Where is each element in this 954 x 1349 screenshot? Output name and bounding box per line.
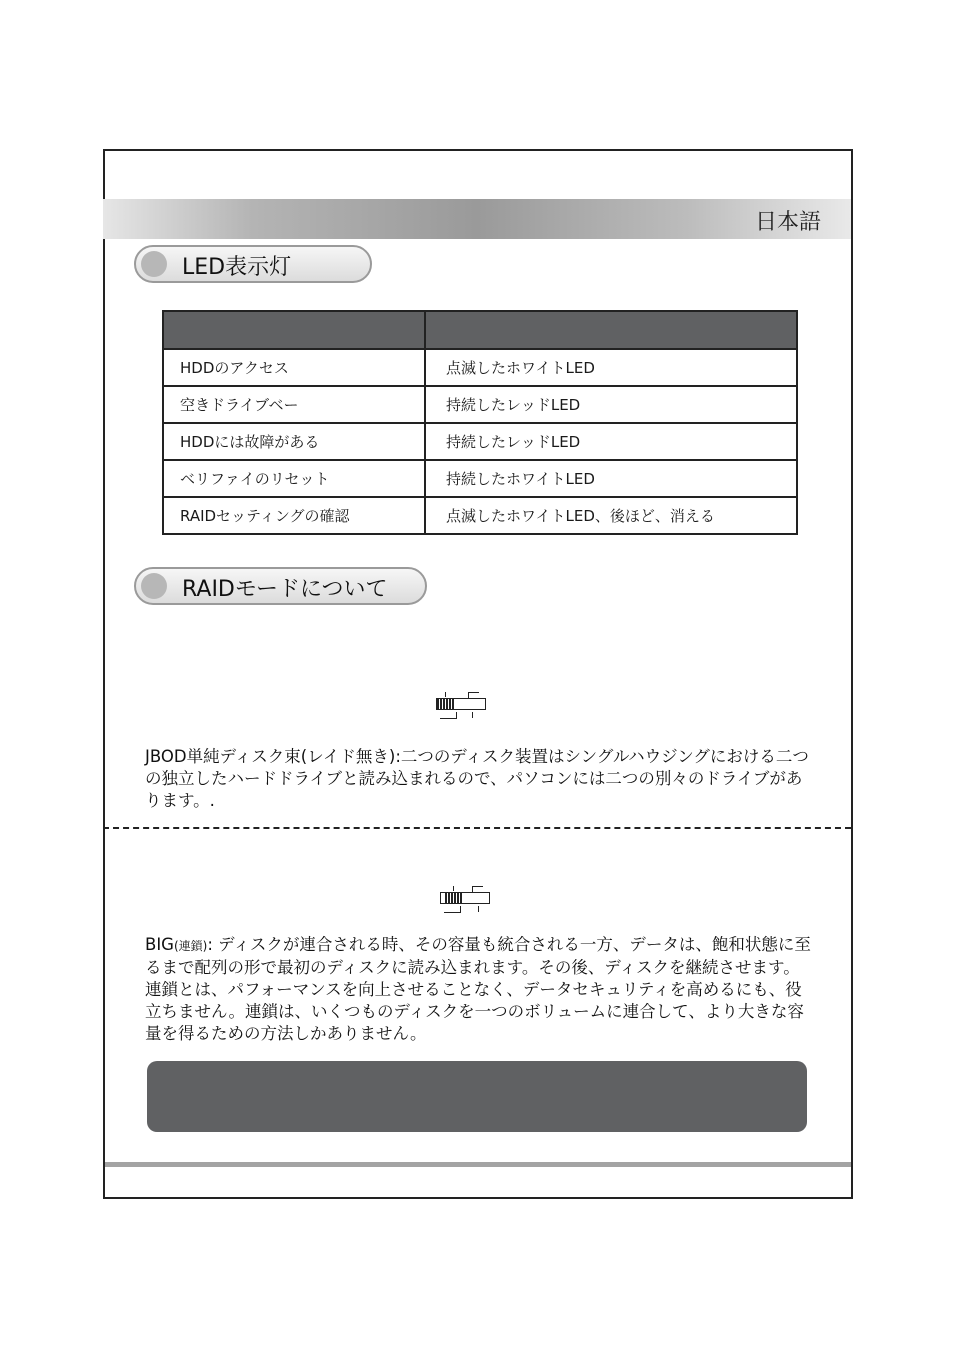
- bullet-circle-icon: [141, 573, 167, 599]
- big-label-small: (連鎖): [173, 939, 208, 953]
- section-header-led: [134, 245, 372, 283]
- table-cell-indicator: 持続したレッドLED: [425, 423, 797, 460]
- table-row: [163, 386, 797, 423]
- bullet-circle-icon: [141, 251, 167, 277]
- table-cell-indicator: 点滅したホワイトLED: [425, 349, 797, 386]
- table-header-row: [163, 311, 797, 349]
- language-label: 日本語: [754, 210, 821, 235]
- table-cell-state: HDDには故障がある: [163, 423, 425, 460]
- table-cell-indicator: 持続したレッドLED: [425, 386, 797, 423]
- jbod-switch-icon: [436, 690, 490, 726]
- table-header-state: [163, 311, 425, 349]
- section-divider: [103, 827, 851, 829]
- table-cell-state: RAIDセッティングの確認: [163, 497, 425, 534]
- big-text: : ディスクが連合される時、その容量も統合される一方、データは、飽和状態に至るまで配列の形で最初のディスクに読み込まれます。その後、ディスクを継続させます。連鎖とは、パフォーマンスを向上させることなく、データセキュリティを高めるにも、役立ちません。連鎖は、いくつものディスクを一つのボリュームに連合して、より大きな容量を得るための方法しかありません。: [145, 935, 811, 1043]
- table-cell-indicator: 持続したホワイトLED: [425, 460, 797, 497]
- table-header-indicator: [425, 311, 797, 349]
- bottom-rule: [105, 1162, 851, 1167]
- section-title-raid: RAIDモードについて: [182, 577, 388, 602]
- section-title-led: LED表示灯: [182, 255, 292, 280]
- big-label: BIG: [145, 935, 174, 954]
- table-cell-state: ベリファイのリセット: [163, 460, 425, 497]
- table-row: [163, 423, 797, 460]
- language-header-bar: [103, 199, 851, 239]
- section-header-raid: [134, 567, 427, 605]
- big-description: [145, 934, 815, 1045]
- table-cell-state: 空きドライブベー: [163, 386, 425, 423]
- table-cell-state: HDDのアクセス: [163, 349, 425, 386]
- table-row: [163, 460, 797, 497]
- table-row: [163, 349, 797, 386]
- big-switch-icon: [440, 884, 494, 920]
- note-box: [147, 1061, 807, 1132]
- led-indicator-table: [162, 310, 798, 535]
- table-row: [163, 497, 797, 534]
- jbod-description: JBOD単純ディスク束(レイド無き):二つのディスク装置はシングルハウジングにおける二つの独立したハードドライブと読み込まれるので、パソコンには二つの別々のドライブがあります。.: [145, 747, 809, 810]
- table-cell-indicator: 点滅したホワイトLED、後ほど、消える: [425, 497, 797, 534]
